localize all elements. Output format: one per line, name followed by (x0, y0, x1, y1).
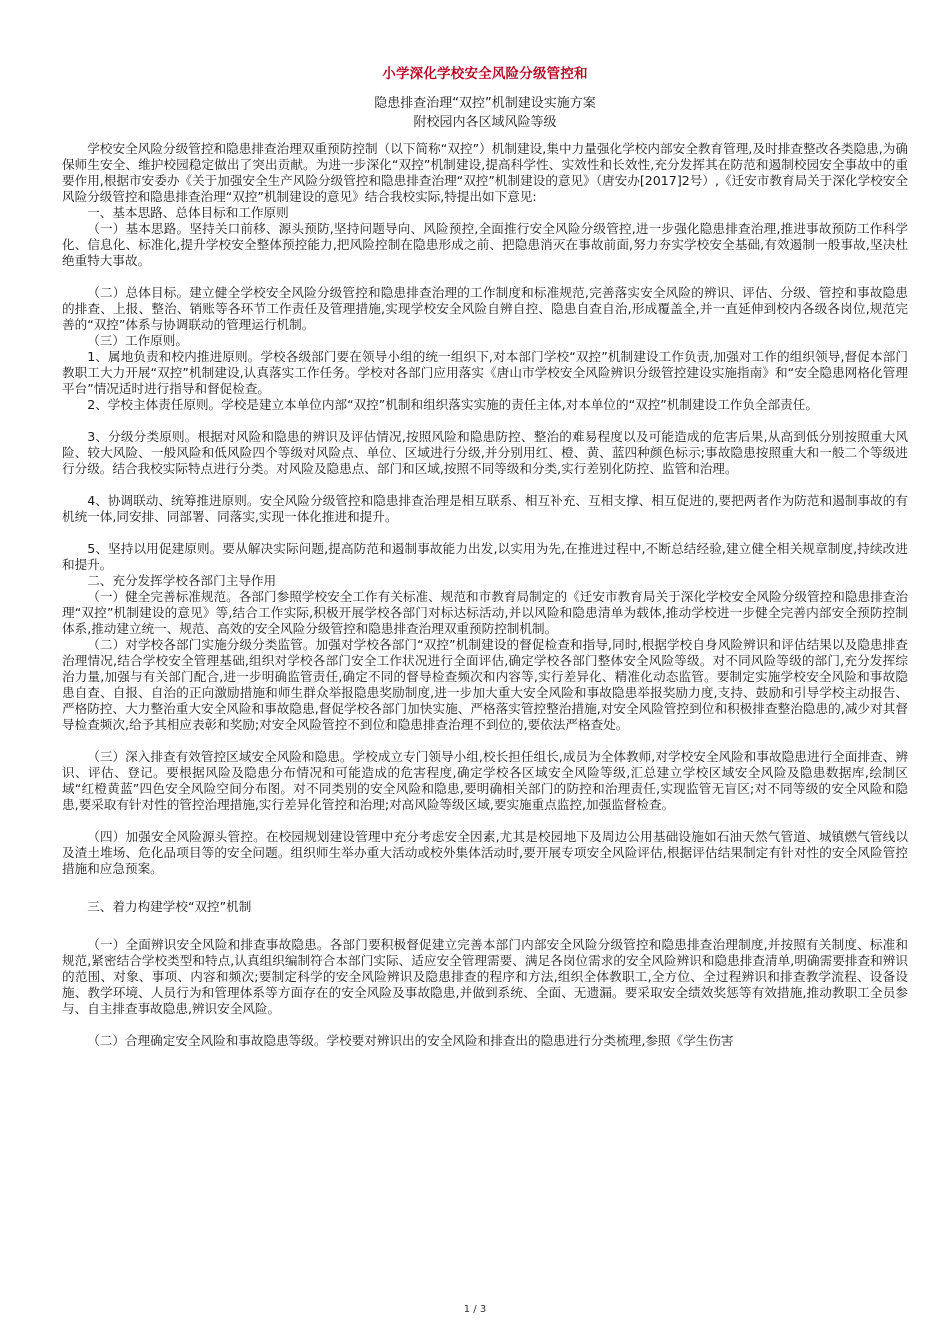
paragraph-intro: 学校安全风险分级管控和隐患排查治理双重预防控制（以下简称“双控”）机制建设,集中力量强化学校内部安全教育管理,及时排查整改各类隐患,为确保师生安全、维护校园稳定做出了突出贡献。为进一步深化“双控”机制建设,提高科学性、实效性和长效性,充分发挥其在防范和遏制校园安全事故中的重要作用,根据市安委办《关于加强安全生产风险分级管控和隐患排查治理“双控”机制建设的意见》（唐安办[2017]2号）,《迁安市教育局关于深化学校安全风险分级管控和隐患排查治理“双控”机制建设的意见》结合我校实际,特提出如下意见: (62, 141, 908, 204)
paragraph-source-control: （四）加强安全风险源头管控。在校园规划建设管理中充分考虑安全因素,尤其是校园地下及周边公用基础设施如石油天然气管道、城镇燃气管线以及渣土堆场、危化品项目等的安全问题。组织师生举办重大活动或校外集体活动时,要开展专项安全风险评估,根据评估结果制定有针对性的安全风险管控措施和应急预案。 (62, 829, 908, 876)
section-heading-3: 三、着力构建学校“双控”机制 (87, 899, 252, 914)
document-page (62, 62, 908, 1049)
paragraph-identify-risks: （一）全面辨识安全风险和排查事故隐患。各部门要积极督促建立完善本部门内部安全风险分级管控和隐患排查治理制度,并按照有关制度、标准和规范,紧密结合学校类型和特点,认真组织编制符合本部门实际、适应安全管理需要、满足各岗位需求的安全风险辨识和隐患排查清单,明确需要排查和辨识的范围、对象、事项、内容和频次;要制定科学的安全风险辨识及隐患排查的程序和方法,组织全体教职工,全方位、全过程辨识和排查教学流程、设备设施、教学环境、人员行为和管理体系等方面存在的安全风险及事故隐患,并做到系统、全面、无遗漏。要采取安全绩效奖惩等有效措施,推动教职工全员参与、自主排查事故隐患,辨识安全风险。 (62, 937, 908, 1016)
document-subtitle: 隐患排查治理“双控”机制建设实施方案 (374, 96, 596, 111)
principle-5: 5、坚持以用促建原则。要从解决实际问题,提高防范和遏制事故能力出发,以实用为先,在推进过程中,不断总结经验,建立健全相关规章制度,持续改进和提升。 (62, 541, 908, 572)
principle-1: 1、属地负责和校内推进原则。学校各级部门要在领导小组的统一组织下,对本部门学校“双控”机制建设工作负责,加强对工作的组织领导,督促本部门教职工大力开展“双控”机制建设,认真落实工作任务。学校对各部门应用落实《唐山市学校安全风险辨识分级管控建设实施指南》和“安全隐患网格化管理平台”情况适时进行指导和督促检查。 (62, 349, 908, 396)
paragraph-standards: （一）健全完善标准规范。各部门参照学校安全工作有关标准、规范和市教育局制定的《迁安市教育局关于深化学校安全风险分级管控和隐患排查治理“双控”机制建设的意见》等,结合工作实际,积极开展学校各部门对标达标活动,并以风险和隐患清单为载体,推动学校进一步健全完善内部安全预防控制体系,推动建立统一、规范、高效的安全风险分级管控和隐患排查治理双重预防控制机制。 (62, 589, 908, 636)
principle-3: 3、分级分类原则。根据对风险和隐患的辨识及评估情况,按照风险和隐患防控、整治的难易程度以及可能造成的危害后果,从高到低分别按照重大风险、较大风险、一般风险和低风险四个等级对风险点、单位、区域进行分级,并分别用红、橙、黄、蓝四种颜色标示;事故隐患按照重大和一般二个等级进行分级。结合我校实际特点进行分类。对风险及隐患点、部门和区域,按照不同等级和分类,实行差别化防控、监管和治理。 (62, 429, 908, 476)
principle-2: 2、学校主体责任原则。学校是建立本单位内部“双控”机制和组织落实实施的责任主体,对本单位的“双控”机制建设工作负全部责任。 (87, 397, 818, 412)
document-body (62, 141, 908, 1049)
section-heading-1: 一、基本思路、总体目标和工作原则 (87, 205, 289, 220)
page-number: 1 / 3 (463, 1304, 487, 1315)
paragraph-basic-ideas: （一）基本思路。坚持关口前移、源头预防,坚持问题导向、风险预控,全面推行安全风险分级管控,进一步强化隐患排查治理,推进事故预防工作科学化、信息化、标准化,提升学校安全整体预控能力,把风险控制在隐患形成之前、把隐患消灭在事故前面,努力夯实学校安全基础,有效遏制一般事故,坚决杜绝重特大事故。 (62, 221, 908, 268)
section-heading-2: 二、充分发挥学校各部门主导作用 (87, 573, 277, 588)
paragraph-area-risks: （三）深入排查有效管控区域安全风险和隐患。学校成立专门领导小组,校长担任组长,成员为全体教师,对学校安全风险和事故隐患进行全面排查、辨识、评估、登记。要根据风险及隐患分布情况和可能造成的危害程度,确定学校各区域安全风险等级,汇总建立学校区域安全风险及隐患数据库,绘制区域“红橙黄蓝”四色安全风险空间分布图。对不同类别的安全风险和隐患,要明确相关部门的防控和治理责任,实现监管无盲区;对不同等级的安全风险和隐患,要采取有针对性的管控治理措施,实行差异化管控和治理;对高风险等级区域,要实施重点监控,加强监督检查。 (62, 749, 908, 812)
paragraph-overall-goal: （二）总体目标。建立健全学校安全风险分级管控和隐患排查治理的工作制度和标准规范,完善落实安全风险的辨识、评估、分级、管控和事故隐患的排查、上报、整治、销账等各环节工作责任及管理措施,实现学校安全风险自辨自控、隐患自查自治,形成覆盖全,并一直延伸到校内各级各岗位,规范完善的“双控”体系与协调联动的管理运行机制。 (62, 285, 908, 332)
paragraph-supervision: （二）对学校各部门实施分级分类监管。加强对学校各部门“双控”机制建设的督促检查和指导,同时,根据学校自身风险辨识和评估结果以及隐患排查治理情况,结合学校安全管理基础,组织对学校各部门安全工作状况进行全面评估,确定学校各部门整体安全风险等级。对不同风险等级的部门,充分发挥综治力量,加强与有关部门配合,进一步明确监管责任,确定不同的督导检查频次和内容等,实行差异化、精准化动态监管。要制定实施学校安全风险和事故隐患自查、自报、自治的正向激励措施和师生群众举报隐患奖励制度,进一步加大重大安全风险和事故隐患举报奖励力度,支持、鼓励和引导学校主动报告、严格防控、大力整治重大安全风险和事故隐患,督促学校各部门加快实施、严格落实管控整治措施,对安全风险管控到位和积极排查整治隐患的,减少对其督导检查频次,给予其相应表彰和奖励;对安全风险管控不到位和隐患排查治理不到位的,要依法严格查处。 (62, 637, 908, 732)
principle-4: 4、协调联动、统筹推进原则。安全风险分级管控和隐患排查治理是相互联系、相互补充、互相支撑、相互促进的,要把两者作为防范和遏制事故的有机统一体,同安排、同部署、同落实,实现一体化推进和提升。 (62, 493, 908, 524)
subheading-work-principles: （三）工作原则。 (87, 333, 188, 348)
paragraph-risk-levels: （二）合理确定安全风险和事故隐患等级。学校要对辨识出的安全风险和排查出的隐患进行分类梳理,参照《学生伤害 (87, 1033, 734, 1048)
document-subtitle-appendix: 附校园内各区域风险等级 (413, 115, 557, 130)
document-title: 小学深化学校安全风险分级管控和 (382, 66, 588, 82)
